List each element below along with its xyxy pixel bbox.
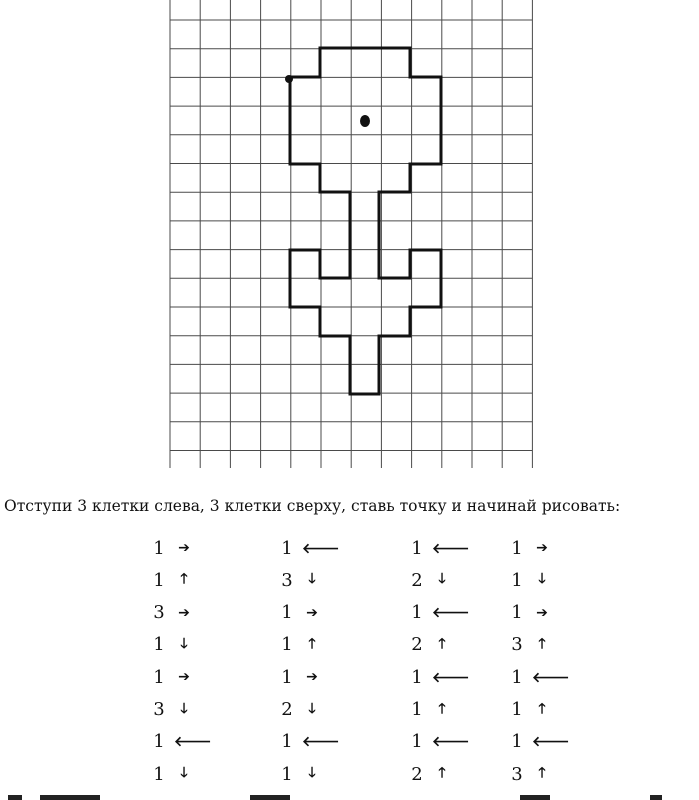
step-count: 1 xyxy=(153,763,165,785)
step-item xyxy=(150,598,240,628)
step-count: 1 xyxy=(511,699,523,720)
arrow-right-icon: ➔ xyxy=(178,604,190,621)
instruction-text: Отступи 3 клетки слева, 3 клетки сверху, ставь точку и начинай рисовать: xyxy=(4,497,621,515)
arrow-right-icon: ➔ xyxy=(536,540,548,556)
arrow-up-icon: 🡑 xyxy=(538,635,546,652)
arrow-up-icon: 🡑 xyxy=(438,765,446,782)
step-count: 2 xyxy=(411,763,423,785)
step-count: 3 xyxy=(511,634,523,656)
step-item xyxy=(508,727,598,757)
step-count: 1 xyxy=(153,569,165,591)
step-count: 1 xyxy=(281,634,293,656)
step-item xyxy=(278,630,368,660)
step-item xyxy=(408,727,498,757)
step-count: 1 xyxy=(411,666,423,688)
step-count: 1 xyxy=(281,602,293,624)
start-dot xyxy=(285,75,293,83)
step-count: 2 xyxy=(281,699,293,720)
step-item xyxy=(408,565,498,595)
arrow-left-icon: 🡐 xyxy=(302,734,340,751)
step-item xyxy=(150,630,240,660)
arrow-left-icon: 🡐 xyxy=(432,734,470,751)
step-count: 1 xyxy=(411,699,423,720)
step-item xyxy=(508,695,598,725)
arrow-left-icon: 🡐 xyxy=(532,669,570,686)
step-item xyxy=(150,662,240,692)
step-item xyxy=(278,598,368,628)
step-item xyxy=(508,630,598,660)
step-item xyxy=(408,662,498,692)
step-item xyxy=(508,662,598,692)
step-count: 1 xyxy=(511,602,523,624)
step-count: 1 xyxy=(153,666,165,688)
step-count: 1 xyxy=(511,569,523,591)
step-item xyxy=(408,598,498,628)
step-item xyxy=(150,759,240,789)
step-count: 1 xyxy=(411,731,423,753)
arrow-right-icon: ➔ xyxy=(178,540,190,556)
step-count: 1 xyxy=(153,731,165,753)
step-count: 1 xyxy=(153,537,165,559)
step-count: 1 xyxy=(511,731,523,753)
step-count: 3 xyxy=(511,763,523,785)
arrow-up-icon: 🡑 xyxy=(438,700,446,717)
step-count: 1 xyxy=(411,537,423,559)
step-count: 3 xyxy=(153,699,165,720)
arrow-up-icon: 🡑 xyxy=(180,571,188,588)
step-item xyxy=(278,662,368,692)
arrow-down-icon: 🡓 xyxy=(308,765,316,782)
step-count: 1 xyxy=(281,763,293,785)
step-count: 2 xyxy=(411,634,423,656)
step-count: 1 xyxy=(153,634,165,656)
step-item xyxy=(278,727,368,757)
arrow-down-icon: 🡓 xyxy=(538,571,546,588)
arrow-right-icon: ➔ xyxy=(536,604,548,621)
step-item xyxy=(278,533,368,563)
arrow-down-icon: 🡓 xyxy=(180,765,188,782)
arrow-down-icon: 🡓 xyxy=(308,571,316,588)
step-item xyxy=(278,565,368,595)
step-item xyxy=(150,533,240,563)
step-item xyxy=(408,533,498,563)
arrow-left-icon: 🡐 xyxy=(432,605,470,622)
arrow-down-icon: 🡓 xyxy=(180,635,188,652)
step-item xyxy=(508,598,598,628)
arrow-down-icon: 🡓 xyxy=(308,700,316,717)
step-item xyxy=(508,565,598,595)
arrow-left-icon: 🡐 xyxy=(302,540,340,557)
step-item xyxy=(508,533,598,563)
step-count: 3 xyxy=(281,569,293,591)
arrow-down-icon: 🡓 xyxy=(180,700,188,717)
center-dot xyxy=(360,115,370,127)
arrow-up-icon: 🡑 xyxy=(538,700,546,717)
arrow-up-icon: 🡑 xyxy=(538,765,546,782)
step-item xyxy=(150,727,240,757)
arrow-left-icon: 🡐 xyxy=(432,540,470,557)
step-item xyxy=(408,630,498,660)
step-item xyxy=(508,759,598,789)
arrow-right-icon: ➔ xyxy=(178,669,190,686)
step-count: 2 xyxy=(411,569,423,591)
arrow-down-icon: 🡓 xyxy=(438,571,446,588)
step-count: 1 xyxy=(281,666,293,688)
step-item xyxy=(150,695,240,725)
step-count: 1 xyxy=(411,602,423,624)
arrow-left-icon: 🡐 xyxy=(174,734,212,751)
arrow-up-icon: 🡑 xyxy=(308,635,316,652)
cut-off-text-line xyxy=(0,795,699,800)
arrow-left-icon: 🡐 xyxy=(532,734,570,751)
step-count: 1 xyxy=(281,731,293,753)
step-count: 1 xyxy=(511,537,523,559)
step-count: 3 xyxy=(153,602,165,624)
arrow-left-icon: 🡐 xyxy=(432,669,470,686)
step-count: 1 xyxy=(511,666,523,688)
step-item xyxy=(150,565,240,595)
step-item xyxy=(408,695,498,725)
arrow-right-icon: ➔ xyxy=(306,604,318,621)
step-item xyxy=(278,695,368,725)
step-item xyxy=(278,759,368,789)
step-count: 1 xyxy=(281,537,293,559)
arrow-right-icon: ➔ xyxy=(306,669,318,686)
step-item xyxy=(408,759,498,789)
arrow-up-icon: 🡑 xyxy=(438,635,446,652)
steps-table xyxy=(150,533,570,795)
